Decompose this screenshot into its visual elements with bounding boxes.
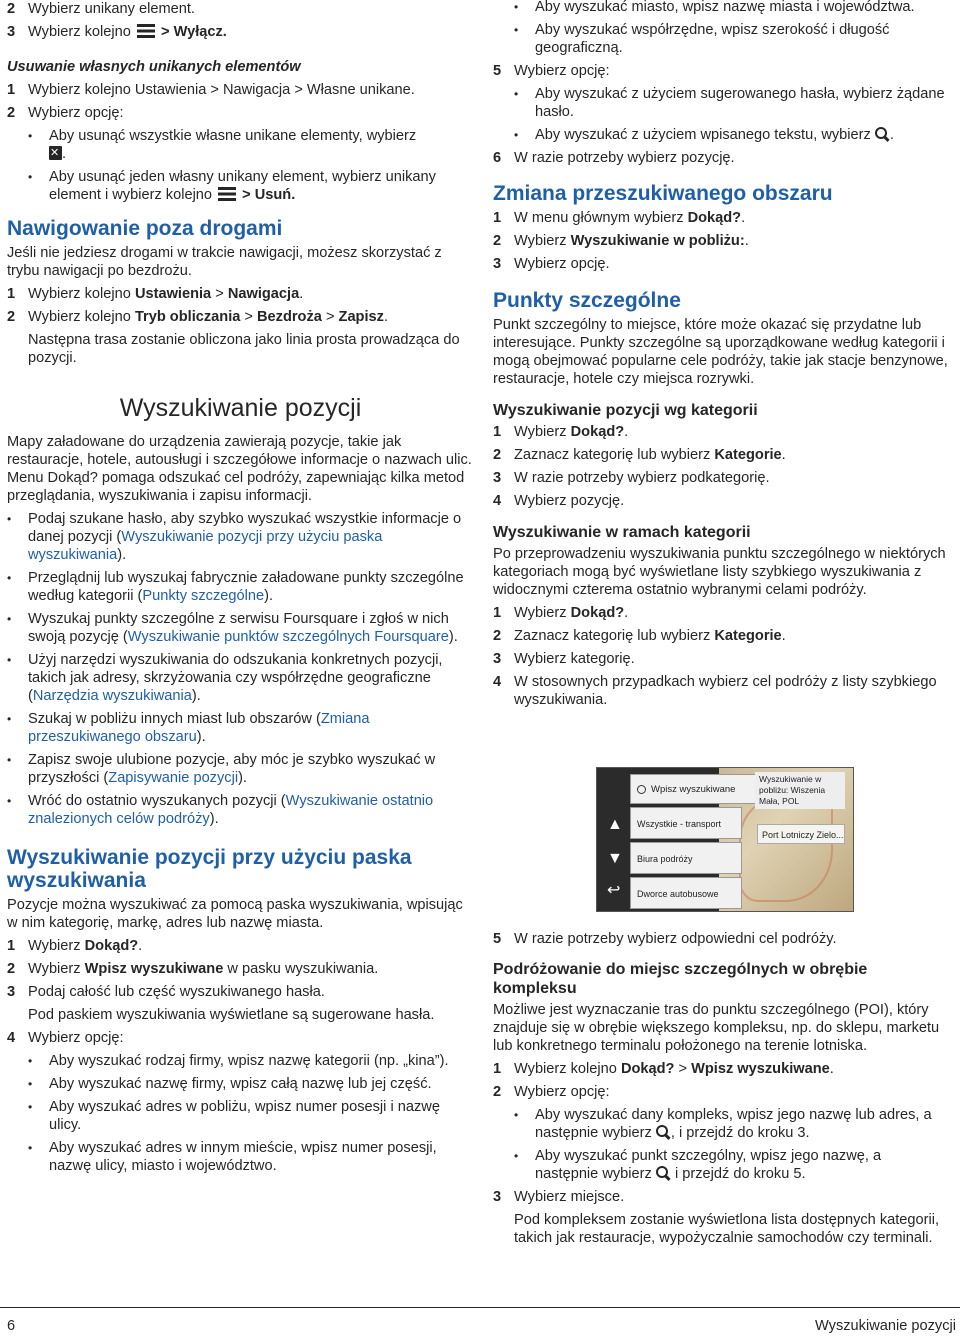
cross-reference-link[interactable]: Zmiana przeszukiwanego obszaru <box>28 711 370 745</box>
bullet-list <box>7 510 474 828</box>
step: 1 Wybierz kolejno Ustawienia > Nawigacja. <box>7 286 304 302</box>
list-item: • Podaj szukane hasło, aby szybko wyszukać wszystkie informacje o danej pozycji (Wyszukiwanie pozycji przy użyciu paska wyszukiwania). <box>7 510 474 564</box>
step: 2 Wybierz kolejno Tryb obliczania > Bezdroża > Zapisz. <box>7 309 389 325</box>
step: 2 Wybierz unikany element. <box>7 1 195 17</box>
search-near-label[interactable]: Wyszukiwanie w pobliżu: Wiszenia Mała, POL <box>755 772 845 809</box>
section-title: Wyszukiwanie pozycji przy użyciu paska wyszukiwania <box>7 846 412 892</box>
bullet-list <box>7 1052 474 1175</box>
list-item: • Aby wyszukać punkt szczególny, wpisz jego nazwę, a następnie wybierz i przejdź do kroku 5. <box>514 1147 948 1183</box>
step: 1 Wybierz kolejno Dokąd? > Wpisz wyszukiwane. <box>493 1061 834 1077</box>
category-row[interactable]: Biura podróży <box>630 842 742 874</box>
list-item: • Aby wyszukać z użyciem wpisanego tekstu, wybierz . <box>514 126 948 144</box>
step: 5 Wybierz opcję: <box>493 63 610 79</box>
list-item: • Aby wyszukać miasto, wpisz nazwę miasta i województwa. <box>514 0 948 16</box>
back-icon[interactable]: ↩ <box>607 882 621 899</box>
search-icon <box>656 1166 671 1181</box>
paragraph: Pod kompleksem zostanie wyświetlona lista dostępnych kategorii, takich jak restauracje, wypożyczalnie samochodów czy terminali. <box>514 1212 940 1246</box>
step: 6 W razie potrzeby wybierz pozycję. <box>493 150 735 166</box>
list-item: • Aby usunąć wszystkie własne unikane elementy, wybierz ✕. <box>28 127 474 163</box>
step: 1 Wybierz kolejno Ustawienia > Nawigacja > Własne unikane. <box>7 82 415 98</box>
step: 3 W razie potrzeby wybierz podkategorię. <box>493 470 770 486</box>
cross-reference-link[interactable]: Wyszukiwanie ostatnio znalezionych celów podróży <box>28 793 434 827</box>
category-row[interactable]: Dworce autobusowe <box>630 877 742 909</box>
paragraph: Pod paskiem wyszukiwania wyświetlane są sugerowane hasła. <box>28 1007 435 1023</box>
menu-icon <box>218 187 236 201</box>
list-item: • Wróć do ostatnio wyszukanych pozycji (Wyszukiwanie ostatnio znalezionych celów podróży). <box>7 792 474 828</box>
step: 3 Podaj całość lub część wyszukiwanego hasła. <box>7 984 325 1000</box>
list-item: • Aby wyszukać adres w innym mieście, wpisz numer posesji, nazwę ulicy, miasto i województwo. <box>28 1139 474 1175</box>
paragraph: Jeśli nie jedziesz drogami w trakcie nawigacji, możesz skorzystać z trybu nawigacji po bezdrożu. <box>7 245 442 279</box>
search-icon <box>637 785 646 794</box>
step: 2 Zaznacz kategorię lub wybierz Kategorie. <box>493 447 786 463</box>
step: 4 W stosownych przypadkach wybierz cel podróży z listy szybkiego wyszukiwania. <box>493 674 937 708</box>
footer-divider <box>0 1307 960 1308</box>
step: 2 Wybierz opcję: <box>7 105 124 121</box>
device-screenshot <box>596 767 854 912</box>
step: 2 Wybierz opcję: <box>493 1084 610 1100</box>
list-item: • Aby usunąć jeden własny unikany element, wybierz unikany element i wybierz kolejno > Usuń. <box>28 168 474 204</box>
section-title: Usuwanie własnych unikanych elementów <box>7 59 301 75</box>
step: 1 Wybierz Dokąd?. <box>493 605 629 621</box>
list-item: • Wyszukaj punkty szczególne z serwisu Foursquare i zgłoś w nich swoją pozycję (Wyszukiwanie punktów szczególnych Foursquare). <box>7 610 474 646</box>
step: 3 Wybierz opcję. <box>493 256 610 272</box>
step: 1 W menu głównym wybierz Dokąd?. <box>493 210 746 226</box>
cross-reference-link[interactable]: Wyszukiwanie pozycji przy użyciu paska wyszukiwania <box>28 529 383 563</box>
cross-reference-link[interactable]: Zapisywanie pozycji <box>108 770 239 786</box>
section-title: Punkty szczególne <box>493 289 681 312</box>
page-number: 6 <box>7 1318 16 1334</box>
step: 2 Zaznacz kategorię lub wybierz Kategorie. <box>493 628 786 644</box>
paragraph: Po przeprowadzeniu wyszukiwania punktu szczególnego w niektórych kategoriach mogą być wyświetlane listy szybkiego wyszukiwania z widocznymi czterema ostatnio wybranymi celami podróży. <box>493 546 946 598</box>
subsection-title: Wyszukiwanie pozycji wg kategorii <box>493 402 758 419</box>
search-icon <box>875 127 890 142</box>
search-icon <box>656 1125 671 1140</box>
arrow-up-icon[interactable]: ▲ <box>607 816 623 833</box>
step: 5 W razie potrzeby wybierz odpowiedni cel podróży. <box>493 931 837 947</box>
list-item: • Aby wyszukać z użyciem sugerowanego hasła, wybierz żądane hasło. <box>514 85 948 121</box>
list-item: • Aby wyszukać adres w pobliżu, wpisz numer posesji i nazwę ulicy. <box>28 1098 474 1134</box>
list-item: • Szukaj w pobliżu innych miast lub obszarów (Zmiana przeszukiwanego obszaru). <box>7 710 474 746</box>
footer-section-name: Wyszukiwanie pozycji <box>815 1318 956 1334</box>
paragraph: Możliwe jest wyznaczanie tras do punktu szczególnego (POI), który znajduje się w obrębie większego kompleksu, np. do sklepu, marketu lub konkretnego terminalu położonego na terenie lotniska. <box>493 1002 940 1054</box>
step: 1 Wybierz Dokąd?. <box>7 938 143 954</box>
bullet-list <box>493 0 948 57</box>
step: 4 Wybierz pozycję. <box>493 493 625 509</box>
cross-reference-link[interactable]: Wyszukiwanie punktów szczególnych Foursquare <box>127 629 449 645</box>
step: 3 Wybierz kolejno > Wyłącz. <box>7 24 227 40</box>
arrow-down-icon[interactable]: ▼ <box>607 850 623 867</box>
category-row[interactable]: Wszystkie - transport <box>630 807 742 839</box>
paragraph: Pozycje można wyszukiwać za pomocą paska wyszukiwania, wpisując w nim kategorię, markę, adres lub nazwę miasta. <box>7 897 463 931</box>
list-item: • Zapisz swoje ulubione pozycje, aby móc je szybko wyszukać w przyszłości (Zapisywanie pozycji). <box>7 751 474 787</box>
list-item: • Aby wyszukać nazwę firmy, wpisz całą nazwę lub jej część. <box>28 1075 474 1093</box>
subsection-title: Wyszukiwanie w ramach kategorii <box>493 524 751 541</box>
step: 3 Wybierz miejsce. <box>493 1189 625 1205</box>
poi-result-button[interactable]: Port Lotniczy Zielo... <box>757 824 845 844</box>
cross-reference-link[interactable]: Punkty szczególne <box>142 588 265 604</box>
section-title: Zmiana przeszukiwanego obszaru <box>493 182 833 205</box>
step: 1 Wybierz Dokąd?. <box>493 424 629 440</box>
list-item: • Aby wyszukać współrzędne, wpisz szerokość i długość geograficzną. <box>514 21 948 57</box>
list-item: • Aby wyszukać rodzaj firmy, wpisz nazwę kategorii (np. „kina”). <box>28 1052 474 1070</box>
paragraph: Następna trasa zostanie obliczona jako linia prosta prowadząca do pozycji. <box>28 332 460 366</box>
list-item: • Aby wyszukać dany kompleks, wpisz jego nazwę lub adres, a następnie wybierz , i przejdź do kroku 3. <box>514 1106 948 1142</box>
paragraph: Mapy załadowane do urządzenia zawierają pozycje, takie jak restauracje, hotele, autousługi i szczegółowe informacje o nazwach ulic. Menu Dokąd? pomaga odszukać cel podróży, zapewniając kilka metod przeglądania, wyszukiwania i zapisu informacji. <box>7 434 472 504</box>
step: 3 Wybierz kategorię. <box>493 651 635 667</box>
list-item: • Użyj narzędzi wyszukiwania do odszukania konkretnych pozycji, takich jak adresy, skrzyżowania czy współrzędne geograficzne (Narzędzia wyszukiwania). <box>7 651 474 705</box>
chapter-title: Wyszukiwanie pozycji <box>119 394 362 422</box>
trash-icon <box>49 146 62 160</box>
search-bar[interactable]: Wpisz wyszukiwane <box>630 774 770 804</box>
paragraph: Punkt szczególny to miejsce, które może okazać się przydatne lub interesujące. Punkty szczególne są uporządkowane według kategorii i mogą obejmować popularne cele podróży, takie jak stacje benzynowe, restauracje, hotele czy miejsca rozrywki. <box>493 317 948 387</box>
cross-reference-link[interactable]: Narzędzia wyszukiwania <box>32 688 192 704</box>
step: 2 Wybierz Wyszukiwanie w pobliżu:. <box>493 233 749 249</box>
step: 4 Wybierz opcję: <box>7 1030 124 1046</box>
subsection-title: Podróżowanie do miejsc szczególnych w obrębie kompleksu <box>493 961 868 997</box>
step: 2 Wybierz Wpisz wyszukiwane w pasku wyszukiwania. <box>7 961 379 977</box>
menu-icon <box>137 24 155 38</box>
list-item: • Przeglądnij lub wyszukaj fabrycznie załadowane punkty szczególne według kategorii (Punkty szczególne). <box>7 569 474 605</box>
section-title: Nawigowanie poza drogami <box>7 217 283 240</box>
